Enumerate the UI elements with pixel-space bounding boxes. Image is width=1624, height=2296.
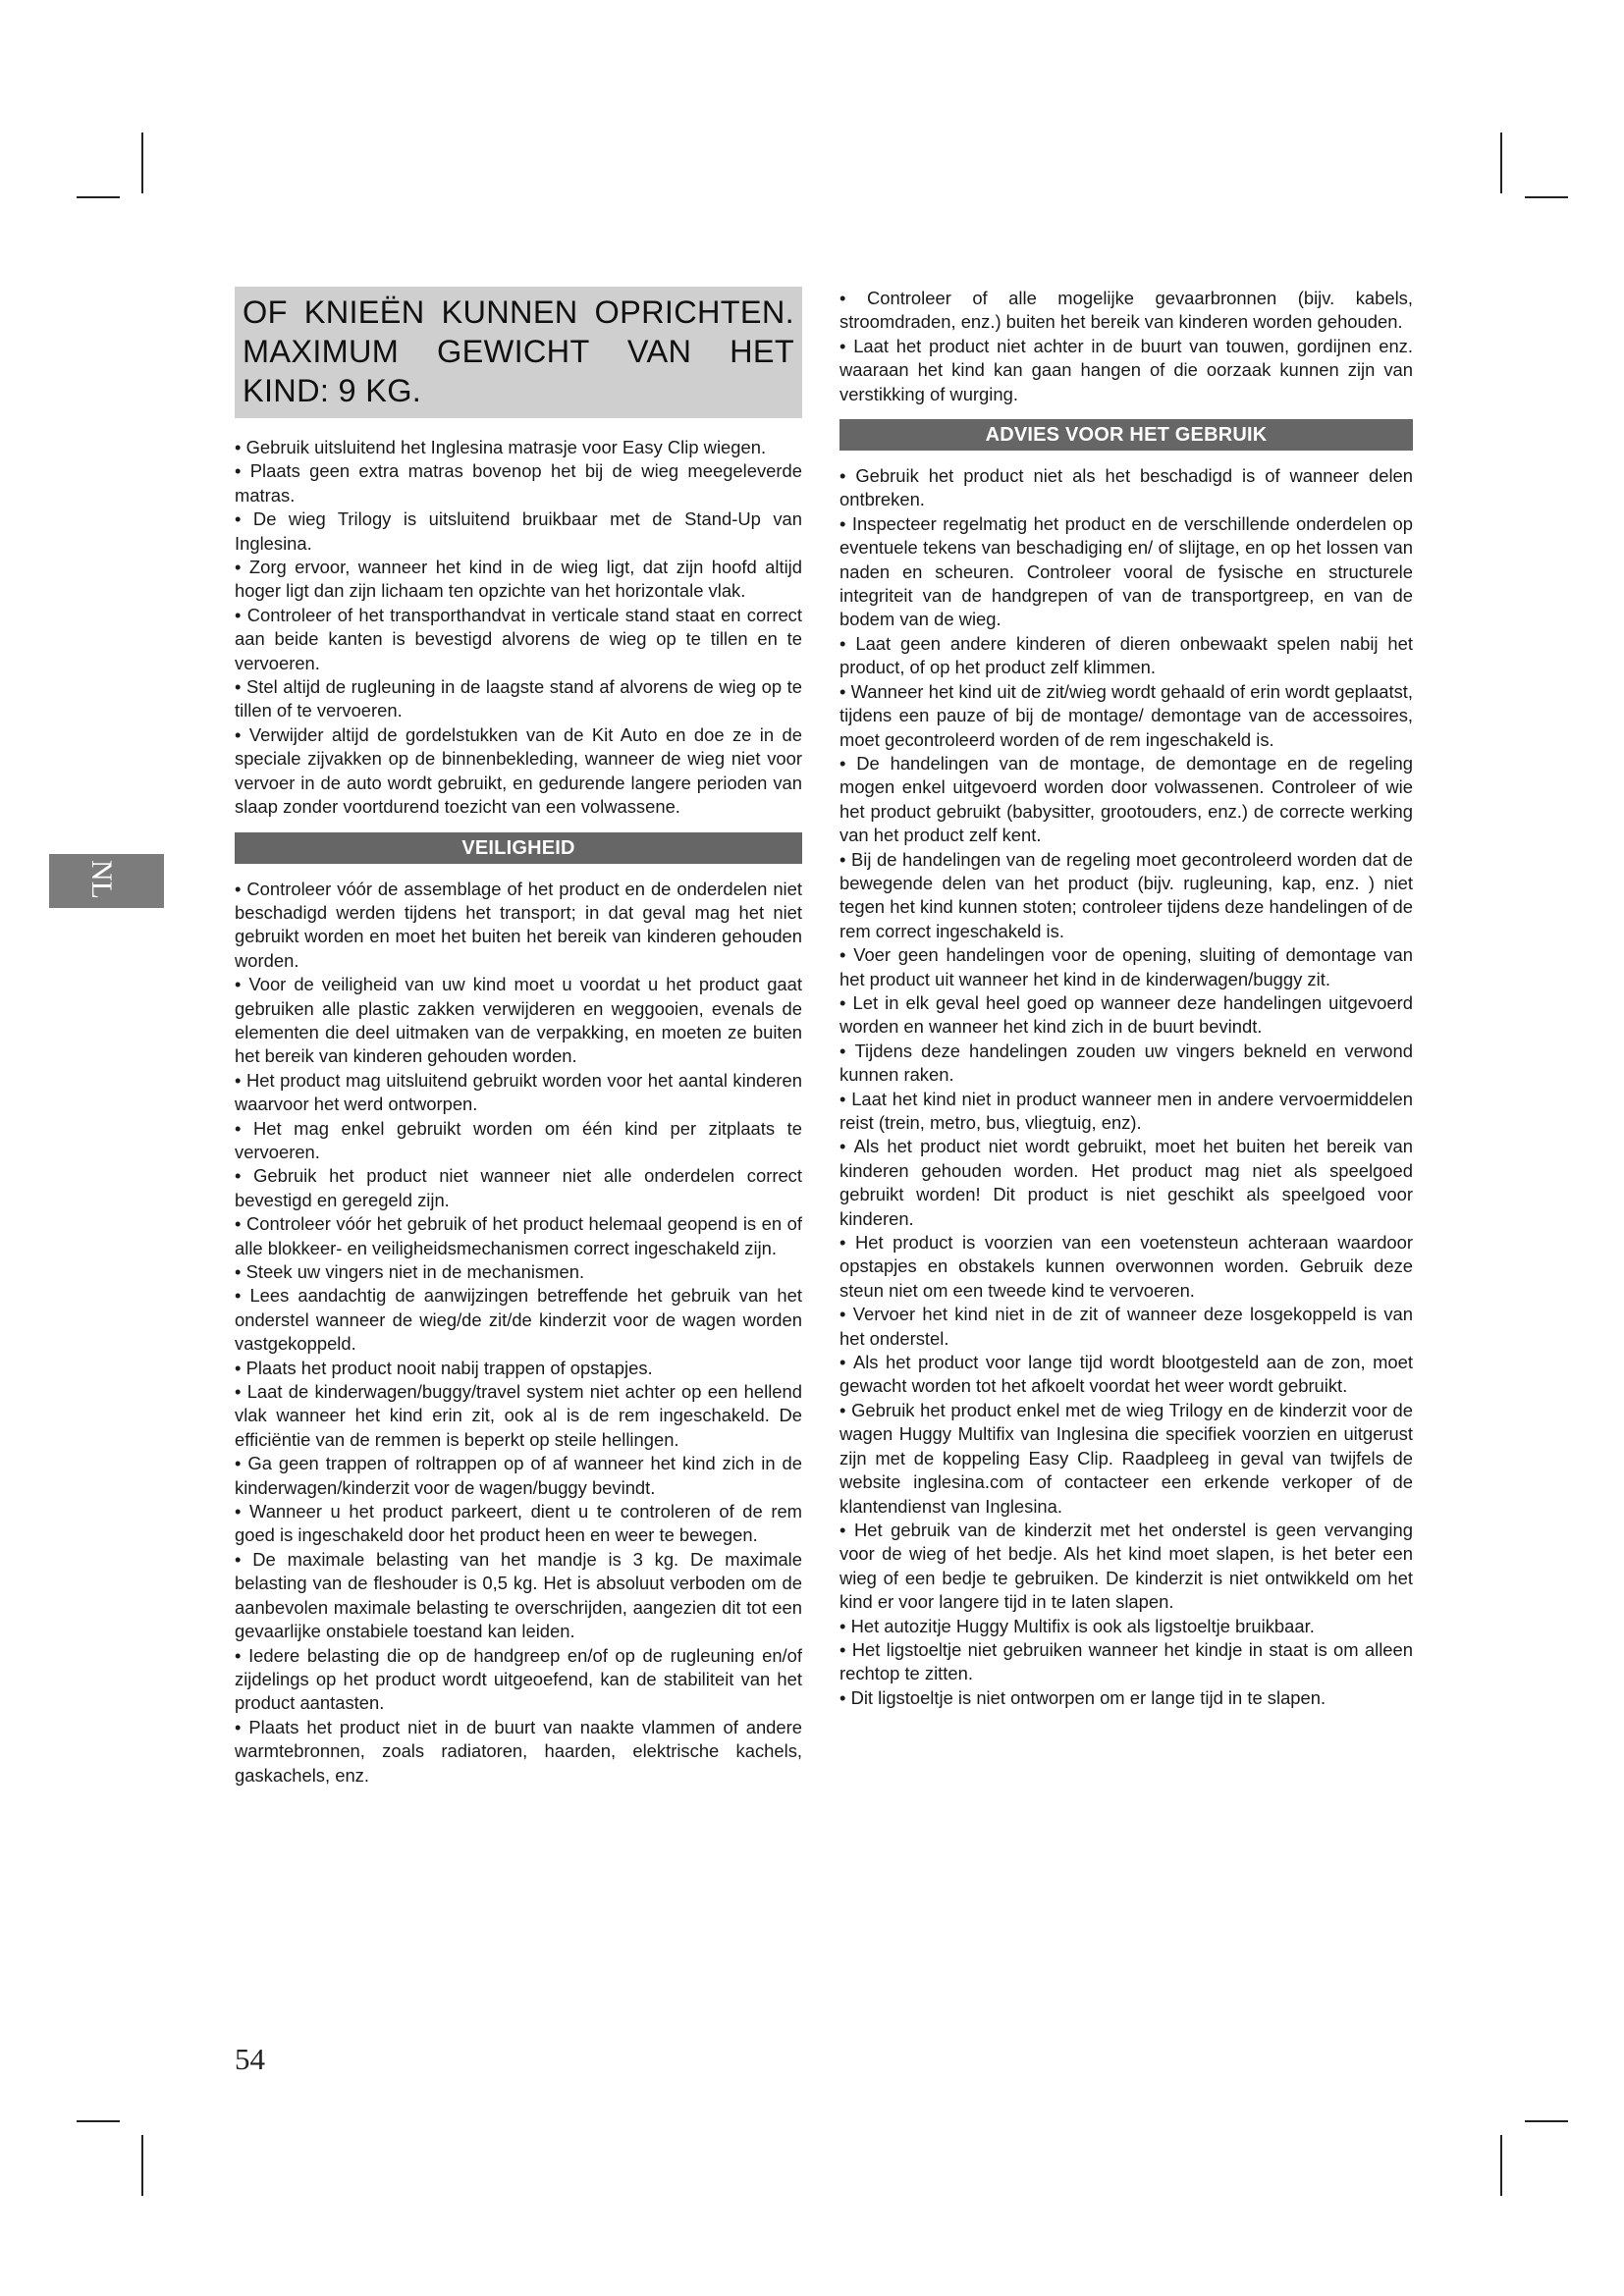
list-item: • Wanneer het kind uit de zit/wieg wordt gehaald of erin wordt geplaatst, tijdens een pauze of bij de montage/ demontage van de accessoires, moet gecontroleerd worden of de rem ingeschakeld is. — [839, 680, 1413, 752]
list-item: • Als het product niet wordt gebruikt, moet het buiten het bereik van kinderen gehouden worden. Het product mag niet als speelgoed gebruikt worden! Dit product is niet geschikt als speelgoed voor kinderen. — [839, 1135, 1413, 1231]
crop-mark — [1500, 133, 1502, 193]
list-item: • Iedere belasting die op de handgreep en/of op de rugleuning en/of zijdelings op het product wordt uitgeoefend, kan de stabiliteit van het product aantasten. — [235, 1644, 802, 1716]
list-item: • Dit ligstoeltje is niet ontworpen om er lange tijd in te slapen. — [839, 1686, 1413, 1710]
list-item: • Voer geen handelingen voor de opening, sluiting of demontage van het product uit wanneer het kind in de kinderwagen/buggy zit. — [839, 943, 1413, 991]
list-item: • Plaats het product nooit nabij trappen of opstapjes. — [235, 1357, 802, 1380]
left-instruction-list — [235, 436, 802, 820]
page-number: 54 — [235, 2042, 265, 2076]
list-item: • Steek uw vingers niet in de mechanismen. — [235, 1260, 802, 1284]
section-heading-advies: ADVIES VOOR HET GEBRUIK — [839, 419, 1413, 451]
list-item: • Let in elk geval heel goed op wanneer deze handelingen uitgevoerd worden en wanneer het kind zich in de buurt bevindt. — [839, 991, 1413, 1040]
list-item: • Wanneer u het product parkeert, dient u te controleren of de rem goed is ingeschakeld door het product heen en weer te bewegen. — [235, 1500, 802, 1548]
crop-mark — [141, 133, 143, 193]
list-item: • Bij de handelingen van de regeling moet gecontroleerd worden dat de bewegende delen van het product (bijv. rugleuning, kap, enz. ) niet tegen het kind kunnen stoten; controleer tijdens deze handelingen of de rem correct ingeschakeld is. — [839, 848, 1413, 944]
list-item: • De maximale belasting van het mandje is 3 kg. De maximale belasting van de fleshouder is 0,5 kg. Het is absoluut verboden om de aanbevolen maximale belasting te overschrijden, aangezien dit tot een gevaarlijke onstabiele toestand kan leiden. — [235, 1548, 802, 1644]
list-item: • Controleer of alle mogelijke gevaarbronnen (bijv. kabels, stroomdraden, enz.) buiten het bereik van kinderen worden gehouden. — [839, 287, 1413, 335]
left-column — [235, 287, 802, 1788]
safety-instruction-list — [235, 878, 802, 1788]
right-column — [839, 287, 1413, 1710]
list-item: • Ga geen trappen of roltrappen op of af wanneer het kind zich in de kinderwagen/kinderzit voor de wagen/buggy bevindt. — [235, 1452, 802, 1500]
weight-warning-box: OF KNIEËN KUNNEN OPRICHTEN. MAXIMUM GEWICHT VAN HET KIND: 9 KG. — [235, 287, 802, 418]
list-item: • Controleer of het transporthandvat in verticale stand staat en correct aan beide kanten is bevestigd alvorens de wieg op te tillen en te vervoeren. — [235, 604, 802, 675]
list-item: • Het product is voorzien van een voetensteun achteraan waardoor opstapjes en obstakels kunnen overwonnen worden. Gebruik deze steun niet om een tweede kind te vervoeren. — [839, 1231, 1413, 1303]
list-item: • Lees aandachtig de aanwijzingen betreffende het gebruik van het onderstel wanneer de wieg/de zit/de kinderzit voor de wagen worden vastgekoppeld. — [235, 1284, 802, 1356]
list-item: • Laat geen andere kinderen of dieren onbewaakt spelen nabij het product, of op het product zelf klimmen. — [839, 632, 1413, 680]
crop-mark — [1500, 2135, 1502, 2196]
crop-mark — [141, 2135, 143, 2196]
list-item: • Het autozitje Huggy Multifix is ook als ligstoeltje bruikbaar. — [839, 1615, 1413, 1638]
crop-mark — [1525, 2120, 1568, 2122]
list-item: • Plaats geen extra matras bovenop het bij de wieg meegeleverde matras. — [235, 459, 802, 507]
usage-advice-list — [839, 464, 1413, 1710]
language-tab-label: NL — [85, 860, 118, 899]
list-item: • Controleer vóór het gebruik of het product helemaal geopend is en of alle blokkeer- en veiligheidsmechanismen correct ingeschakeld zijn. — [235, 1212, 802, 1260]
list-item: • Als het product voor lange tijd wordt blootgesteld aan de zon, moet gewacht worden tot het afkoelt voordat het weer wordt gebruikt. — [839, 1351, 1413, 1399]
list-item: • Laat de kinderwagen/buggy/travel system niet achter op een hellend vlak wanneer het kind erin zit, ook al is de rem ingeschakeld. De efficiëntie van de remmen is beperkt op steile hellingen. — [235, 1380, 802, 1452]
list-item: • Het mag enkel gebruikt worden om één kind per zitplaats te vervoeren. — [235, 1117, 802, 1165]
list-item: • Het ligstoeltje niet gebruiken wanneer het kindje in staat is om alleen rechtop te zitten. — [839, 1638, 1413, 1686]
right-instruction-list — [839, 287, 1413, 406]
crop-mark — [1525, 196, 1568, 198]
crop-mark — [77, 2120, 120, 2122]
list-item: • Laat het product niet achter in de buurt van touwen, gordijnen enz. waaraan het kind kan gaan hangen of die oorzaak kunnen zijn van verstikking of wurging. — [839, 335, 1413, 406]
list-item: • Stel altijd de rugleuning in de laagste stand af alvorens de wieg op te tillen of te vervoeren. — [235, 675, 802, 723]
list-item: • De wieg Trilogy is uitsluitend bruikbaar met de Stand-Up van Inglesina. — [235, 507, 802, 556]
list-item: • Het gebruik van de kinderzit met het onderstel is geen vervanging voor de wieg of het bedje. Als het kind moet slapen, is het beter een wieg of een bedje te gebruiken. De kinderzit is niet ontwikkeld om het kind er voor langere tijd in te laten slapen. — [839, 1519, 1413, 1615]
list-item: • Vervoer het kind niet in de zit of wanneer deze losgekoppeld is van het onderstel. — [839, 1303, 1413, 1351]
language-tab — [49, 854, 164, 908]
list-item: • Tijdens deze handelingen zouden uw vingers bekneld en verwond kunnen raken. — [839, 1040, 1413, 1088]
list-item: • Inspecteer regelmatig het product en de verschillende onderdelen op eventuele tekens van beschadiging en/ of slijtage, en op het lossen van naden en scheuren. Controleer vooral de fysische en structurele integriteit van de handgrepen of van de transportgreep, en van de bodem van de wieg. — [839, 512, 1413, 632]
list-item: • Voor de veiligheid van uw kind moet u voordat u het product gaat gebruiken alle plastic zakken verwijderen en weggooien, evenals de elementen die deel uitmaken van de verpakking, en moeten ze buiten het bereik van kinderen gehouden worden. — [235, 973, 802, 1069]
list-item: • Gebruik het product niet als het beschadigd is of wanneer delen ontbreken. — [839, 464, 1413, 512]
list-item: • Laat het kind niet in product wanneer men in andere vervoermiddelen reist (trein, metro, bus, vliegtuig, enz). — [839, 1088, 1413, 1136]
list-item: • De handelingen van de montage, de demontage en de regeling mogen enkel uitgevoerd worden door volwassenen. Controleer of wie het product gebruikt (babysitter, grootouders, enz.) de correcte werking van het product zelf kent. — [839, 752, 1413, 848]
section-heading-veiligheid: VEILIGHEID — [235, 832, 802, 864]
list-item: • Zorg ervoor, wanneer het kind in de wieg ligt, dat zijn hoofd altijd hoger ligt dan zijn lichaam ten opzichte van het horizontale vlak. — [235, 556, 802, 604]
list-item: • Gebruik het product niet wanneer niet alle onderdelen correct bevestigd en geregeld zijn. — [235, 1164, 802, 1212]
list-item: • Gebruik het product enkel met de wieg Trilogy en de kinderzit voor de wagen Huggy Multifix van Inglesina die specifiek voorzien en uitgerust zijn met de koppeling Easy Clip. Raadpleeg in geval van twijfels de website inglesina.com of contacteer een erkende verkoper of de klantendienst van Inglesina. — [839, 1399, 1413, 1519]
list-item: • Controleer vóór de assemblage of het product en de onderdelen niet beschadigd werden tijdens het transport; in dat geval mag het niet gebruikt worden en moet het buiten het bereik van kinderen gehouden worden. — [235, 878, 802, 974]
list-item: • Verwijder altijd de gordelstukken van de Kit Auto en doe ze in de speciale zijvakken op de binnenbekleding, wanneer de wieg niet voor vervoer in de auto wordt gebruikt, en gedurende langere perioden van slaap zonder voortdurend toezicht van een volwassene. — [235, 723, 802, 820]
list-item: • Plaats het product niet in de buurt van naakte vlammen of andere warmtebronnen, zoals radiatoren, haarden, elektrische kachels, gaskachels, enz. — [235, 1716, 802, 1788]
list-item: • Gebruik uitsluitend het Inglesina matrasje voor Easy Clip wiegen. — [235, 436, 802, 459]
list-item: • Het product mag uitsluitend gebruikt worden voor het aantal kinderen waarvoor het werd ontworpen. — [235, 1069, 802, 1117]
crop-mark — [77, 196, 120, 198]
